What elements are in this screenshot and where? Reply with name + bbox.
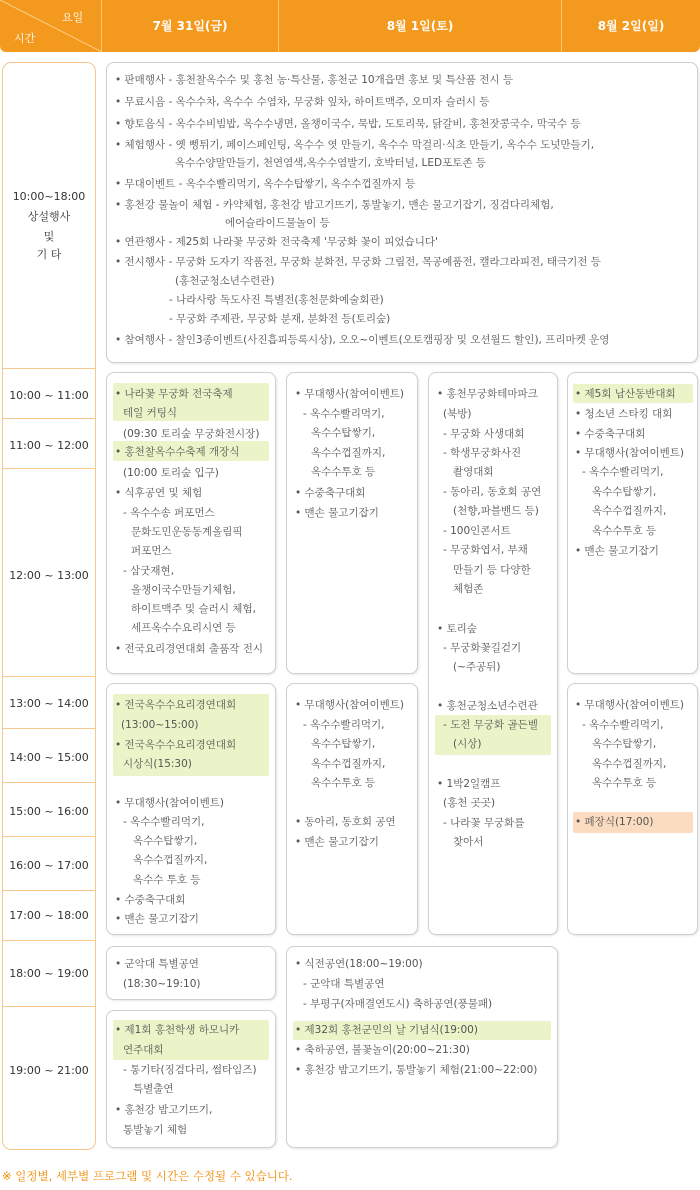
aug1-evening-box bbox=[286, 946, 558, 1148]
time-divider bbox=[3, 836, 95, 837]
list-item: • 홍천무궁화테마파크 bbox=[437, 388, 538, 400]
list-item: • 토리숲 bbox=[437, 623, 477, 635]
list-item: - 삼굿재현, bbox=[123, 565, 175, 577]
list-item: 옥수수껍질까지, bbox=[311, 447, 386, 459]
corner-day-label: 요일 bbox=[62, 11, 84, 24]
list-item: • 수중축구대회 bbox=[295, 487, 366, 499]
time-divider bbox=[3, 890, 95, 891]
permanent-events-box bbox=[106, 62, 698, 363]
list-item: - 100인콘서트 bbox=[443, 525, 511, 537]
list-item: • 맨손 물고기잡기 bbox=[575, 545, 659, 557]
list-item: 옥수수탑쌓기, bbox=[592, 738, 657, 750]
time-label-16: 16:00 ~ 17:00 bbox=[9, 859, 89, 872]
list-item: • 홍천강 밤고기뜨기, bbox=[115, 1104, 213, 1116]
list-item: • 무대행사(참여이벤트) bbox=[295, 388, 405, 400]
time-label-11: 11:00 ~ 12:00 bbox=[9, 439, 89, 452]
list-item: 옥수수껍질까지, bbox=[133, 854, 208, 866]
list-item: (09:30 토리숲 무궁화전시장) bbox=[123, 428, 260, 440]
list-item: 촬영대회 bbox=[453, 466, 494, 478]
list-item: - 옥수수빨리먹기, bbox=[582, 466, 664, 478]
list-item: • 무대행사(참여이벤트) bbox=[575, 699, 685, 711]
list-item: (10:00 토리숲 입구) bbox=[123, 467, 219, 479]
list-item: - 옥수수빨리먹기, bbox=[582, 719, 664, 731]
list-item: 특별출연 bbox=[133, 1083, 174, 1095]
list-item: - 나라사랑 독도사진 특별전(홍천문화예술회관) bbox=[169, 294, 384, 306]
jul31-evening-box-2 bbox=[106, 1010, 276, 1148]
time-label-12: 12:00 ~ 13:00 bbox=[9, 569, 89, 582]
schedule-header bbox=[0, 0, 700, 52]
jul31-evening-box-1 bbox=[106, 946, 276, 1000]
list-item: • 판매행사 - 홍천찰옥수수 및 홍천 농·특산물, 홍천군 10개읍면 홍보 및 특산품 전시 등 bbox=[115, 74, 513, 86]
list-item: (13:00~15:00) bbox=[121, 719, 199, 731]
list-item: • 전국옥수수요리경연대회 bbox=[115, 699, 237, 711]
closing-ceremony: • 폐장식(17:00) bbox=[575, 816, 654, 828]
list-item: 옥수수탑쌓기, bbox=[592, 486, 657, 498]
jul31-morning-box bbox=[106, 372, 276, 674]
list-item: (천향,파블밴드 등) bbox=[453, 505, 539, 517]
list-item: - 옥수수송 퍼포먼스 bbox=[123, 507, 215, 519]
time-label-10: 10:00 ~ 11:00 bbox=[9, 389, 89, 402]
list-item: • 제5회 남산동반대회 bbox=[575, 388, 676, 400]
list-item: 연주대회 bbox=[123, 1044, 164, 1056]
list-item: • 식전공연(18:00~19:00) bbox=[295, 958, 423, 970]
day-header-aug1: 8월 1일(토) bbox=[279, 0, 562, 52]
aug2-morning-box bbox=[567, 372, 698, 674]
list-item: (북방) bbox=[443, 408, 472, 420]
time-divider bbox=[3, 940, 95, 941]
list-item: • 맨손 물고기잡기 bbox=[295, 836, 379, 848]
list-item: 올챙이국수만들기체험, bbox=[131, 584, 236, 596]
list-item: • 전시행사 - 무궁화 도자기 작품전, 무궁화 분화전, 무궁화 그림전, 목공예품전, 캘라그라피전, 태극기전 등 bbox=[115, 256, 601, 268]
list-item: (홍천군청소년수련관) bbox=[175, 275, 275, 287]
list-item: • 청소년 스타킹 대회 bbox=[575, 408, 673, 420]
list-item: 옥수수 투호 등 bbox=[133, 874, 201, 886]
list-item: 문화도민운동동계올림픽 bbox=[131, 526, 243, 538]
list-item: - 무궁화엽서, 부채 bbox=[443, 544, 528, 556]
jul31-afternoon-box bbox=[106, 683, 276, 935]
list-item: 에어슬라이드물놀이 등 bbox=[225, 217, 330, 229]
list-item: 옥수수투호 등 bbox=[311, 466, 376, 478]
list-item: - 무궁화 사생대회 bbox=[443, 428, 525, 440]
list-item: 세프옥수수요리시연 등 bbox=[131, 622, 236, 634]
list-item: • 홍천찰옥수수축제 개장식 bbox=[115, 446, 240, 458]
list-item: • 맨손 물고기잡기 bbox=[115, 913, 199, 925]
corner-time-label: 시간 bbox=[14, 32, 36, 45]
list-item: 체험존 bbox=[453, 583, 484, 595]
list-item: 옥수수투호 등 bbox=[311, 777, 376, 789]
list-item: - 옥수수빨리먹기, bbox=[123, 816, 205, 828]
time-divider bbox=[3, 1006, 95, 1007]
list-item: 옥수수투호 등 bbox=[592, 777, 657, 789]
time-label-14: 14:00 ~ 15:00 bbox=[9, 751, 89, 764]
list-item: - 도전 무궁화 골든벨 bbox=[443, 719, 538, 731]
time-divider bbox=[3, 468, 95, 469]
list-item: 옥수수껍질까지, bbox=[592, 505, 667, 517]
list-item: • 맨손 물고기잡기 bbox=[295, 507, 379, 519]
list-item: 옥수수탑쌓기, bbox=[133, 835, 198, 847]
list-item: (~주공뒤) bbox=[453, 661, 501, 673]
header-corner bbox=[0, 0, 102, 52]
list-item: 퍼포먼스 bbox=[131, 545, 172, 557]
day-header-jul31: 7월 31일(금) bbox=[102, 0, 279, 52]
list-item: 테일 커팅식 bbox=[123, 407, 178, 419]
list-item: • 홍천군청소년수련관 bbox=[437, 700, 538, 712]
list-item: - 옥수수빨리먹기, bbox=[303, 719, 385, 731]
list-item: 옥수수껍질까지, bbox=[592, 758, 667, 770]
aug1-morning-box-a bbox=[286, 372, 418, 674]
time-label-17: 17:00 ~ 18:00 bbox=[9, 909, 89, 922]
list-item: - 동아리, 동호회 공연 bbox=[443, 486, 542, 498]
list-item: 옥수수투호 등 bbox=[592, 525, 657, 537]
list-item: - 학생무궁화사진 bbox=[443, 447, 522, 459]
list-item: • 수중축구대회 bbox=[575, 428, 646, 440]
list-item: 옥수수양말만들기, 천연염색,옥수수염발기, 호박터널, LED포토존 등 bbox=[175, 157, 486, 169]
list-item: 하이트맥주 및 슬러시 체험, bbox=[131, 603, 256, 615]
list-item: - 나라꽃 무궁화를 bbox=[443, 817, 525, 829]
time-label-permanent-3: 및 bbox=[43, 230, 55, 243]
list-item: - 군악대 특별공연 bbox=[303, 978, 385, 990]
time-label-permanent-4: 기 타 bbox=[36, 248, 62, 261]
list-item: • 참여행사 - 찰인3종이벤트(사진흡피등록시상), 오오~이벤트(오토캠핑장 및 오션월드 할인), 프리마켓 운영 bbox=[115, 334, 610, 346]
list-item: 시상식(15:30) bbox=[123, 758, 192, 770]
list-item: • 무대이벤트 - 옥수수빨리먹기, 옥수수탑쌓기, 옥수수껍질까지 등 bbox=[115, 178, 416, 190]
list-item: (18:30~19:10) bbox=[123, 978, 201, 990]
list-item: (홍천 곳곳) bbox=[443, 797, 496, 809]
list-item: • 전국옥수수요리경연대회 bbox=[115, 739, 237, 751]
list-item: • 군악대 특별공연 bbox=[115, 958, 199, 970]
list-item: • 무대행사(참여이벤트) bbox=[295, 699, 405, 711]
list-item: • 향토음식 - 옥수수비빔밥, 옥수수냉면, 올챙이국수, 묵밥, 도토리묵, 닭갈비, 홍천잣콩국수, 막국수 등 bbox=[115, 118, 581, 130]
aug1-allday-box-b bbox=[428, 372, 558, 935]
list-item: 만들기 등 다양한 bbox=[453, 564, 531, 576]
list-item: - 무궁화꽃길걷기 bbox=[443, 642, 522, 654]
list-item: (시상) bbox=[453, 738, 482, 750]
list-item: • 홍천강 밤고기뜨기, 통발놓기 체험(21:00~22:00) bbox=[295, 1064, 538, 1076]
list-item: • 제32회 홍천군민의 날 기념식(19:00) bbox=[295, 1024, 478, 1036]
time-label-15: 15:00 ~ 16:00 bbox=[9, 805, 89, 818]
time-divider bbox=[3, 368, 95, 369]
aug2-afternoon-box bbox=[567, 683, 698, 935]
list-item: • 전국요리경연대회 출품작 전시 bbox=[115, 643, 264, 655]
list-item: 옥수수탑쌓기, bbox=[311, 738, 376, 750]
list-item: • 무료시음 - 옥수수차, 옥수수 수염차, 무궁화 잎차, 하이트맥주, 오미자 슬러시 등 bbox=[115, 96, 490, 108]
list-item: 옥수수탑쌓기, bbox=[311, 427, 376, 439]
time-label-19: 19:00 ~ 21:00 bbox=[9, 1064, 89, 1077]
list-item: • 무대행사(참여이벤트) bbox=[115, 797, 225, 809]
list-item: • 나라꽃 무궁화 전국축제 bbox=[115, 388, 233, 400]
list-item: • 축하공연, 불꽃놀이(20:00~21:30) bbox=[295, 1044, 470, 1056]
list-item: • 동아리, 동호회 공연 bbox=[295, 816, 396, 828]
day-header-aug2: 8월 2일(일) bbox=[597, 19, 665, 33]
time-label-18: 18:00 ~ 19:00 bbox=[9, 967, 89, 980]
list-item: 옥수수껍질까지, bbox=[311, 758, 386, 770]
list-item: 통발놓기 체험 bbox=[123, 1124, 188, 1136]
time-label-permanent: 10:00~18:00 bbox=[12, 190, 86, 203]
list-item: • 제1회 홍천학생 하모니카 bbox=[115, 1024, 240, 1036]
list-item: - 옥수수빨리먹기, bbox=[303, 408, 385, 420]
list-item: • 체험행사 - 옛 뻥튀기, 페이스페인팅, 옥수수 엿 만들기, 옥수수 막걸리·식초 만들기, 옥수수 도넛만들기, bbox=[115, 139, 595, 151]
footer-note: ※ 일정별, 세부별 프로그램 및 시간은 수정될 수 있습니다. bbox=[2, 1169, 293, 1183]
list-item: 찾아서 bbox=[453, 836, 484, 848]
list-item: - 통기타(징검다리, 썸타임즈) bbox=[123, 1064, 257, 1076]
time-divider bbox=[3, 418, 95, 419]
list-item: • 수중축구대회 bbox=[115, 894, 186, 906]
list-item: • 홍천강 물놀이 체험 - 카약체험, 홍천강 밤고기뜨기, 통발놓기, 맨손 물고기잡기, 징검다리체험, bbox=[115, 199, 554, 211]
list-item: • 식후공연 및 체험 bbox=[115, 487, 203, 499]
aug1-afternoon-box-a bbox=[286, 683, 418, 935]
time-divider bbox=[3, 782, 95, 783]
list-item: - 무궁화 주제관, 무궁화 분재, 분화전 등(토리숲) bbox=[169, 313, 391, 325]
list-item: • 연관행사 - 제25회 나라꽃 무궁화 전국축제 '무궁화 꽃이 피었습니다' bbox=[115, 236, 438, 248]
time-divider bbox=[3, 676, 95, 677]
time-divider bbox=[3, 728, 95, 729]
time-label-13: 13:00 ~ 14:00 bbox=[9, 697, 89, 710]
list-item: • 1박2일캠프 bbox=[437, 778, 501, 790]
list-item: - 부평구(자매결연도시) 축하공연(풍물패) bbox=[303, 998, 493, 1010]
time-label-permanent-2: 상설행사 bbox=[27, 210, 71, 223]
list-item: • 무대행사(참여이벤트) bbox=[575, 447, 685, 459]
time-column bbox=[2, 62, 96, 1150]
